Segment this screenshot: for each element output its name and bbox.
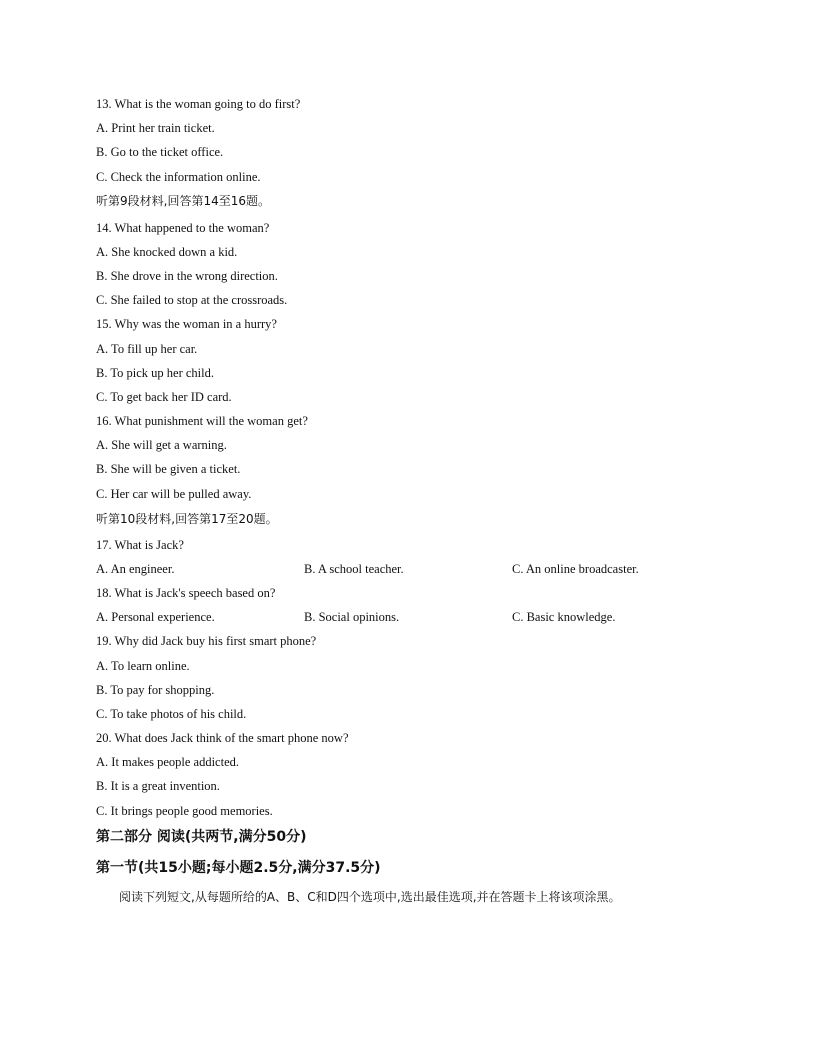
option-15-a: A. To fill up her car. bbox=[96, 342, 198, 356]
question-19: 19. Why did Jack buy his first smart phone? bbox=[96, 634, 317, 648]
option-16-c: C. Her car will be pulled away. bbox=[96, 487, 252, 501]
option-16-b: B. She will be given a ticket. bbox=[96, 462, 241, 476]
question-16: 16. What punishment will the woman get? bbox=[96, 414, 308, 428]
section-instruction-9: 听第9段材料,回答第14至16题。 bbox=[96, 194, 270, 208]
question-13: 13. What is the woman going to do first? bbox=[96, 97, 301, 111]
option-15-c: C. To get back her ID card. bbox=[96, 390, 232, 404]
option-19-c: C. To take photos of his child. bbox=[96, 707, 247, 721]
option-20-a: A. It makes people addicted. bbox=[96, 755, 240, 769]
option-20-c: C. It brings people good memories. bbox=[96, 804, 273, 818]
question-15: 15. Why was the woman in a hurry? bbox=[96, 317, 277, 331]
option-14-a: A. She knocked down a kid. bbox=[96, 245, 238, 259]
option-13-c: C. Check the information online. bbox=[96, 170, 261, 184]
section-instruction-10: 听第10段材料,回答第17至20题。 bbox=[96, 512, 278, 526]
part-two-heading: 第二部分 阅读(共两节,满分50分) bbox=[96, 829, 307, 845]
option-15-b: B. To pick up her child. bbox=[96, 366, 214, 380]
option-14-c: C. She failed to stop at the crossroads. bbox=[96, 293, 288, 307]
option-17-a: A. An engineer. bbox=[96, 562, 175, 576]
section-one-heading: 第一节(共15小题;每小题2.5分,满分37.5分) bbox=[96, 860, 381, 876]
question-17: 17. What is Jack? bbox=[96, 538, 184, 552]
option-13-a: A. Print her train ticket. bbox=[96, 121, 215, 135]
option-18-b: B. Social opinions. bbox=[304, 610, 400, 624]
reading-instruction: 阅读下列短文,从每题所给的A、B、C和D四个选项中,选出最佳选项,并在答题卡上将该项涂黑。 bbox=[119, 890, 621, 904]
option-17-b: B. A school teacher. bbox=[304, 562, 404, 576]
question-18: 18. What is Jack's speech based on? bbox=[96, 586, 276, 600]
question-20: 20. What does Jack think of the smart phone now? bbox=[96, 731, 349, 745]
option-18-a: A. Personal experience. bbox=[96, 610, 215, 624]
option-16-a: A. She will get a warning. bbox=[96, 438, 227, 452]
option-19-a: A. To learn online. bbox=[96, 659, 190, 673]
option-13-b: B. Go to the ticket office. bbox=[96, 145, 224, 159]
option-14-b: B. She drove in the wrong direction. bbox=[96, 269, 278, 283]
option-19-b: B. To pay for shopping. bbox=[96, 683, 215, 697]
option-17-c: C. An online broadcaster. bbox=[512, 562, 639, 576]
option-18-c: C. Basic knowledge. bbox=[512, 610, 616, 624]
option-20-b: B. It is a great invention. bbox=[96, 779, 220, 793]
question-14: 14. What happened to the woman? bbox=[96, 221, 270, 235]
